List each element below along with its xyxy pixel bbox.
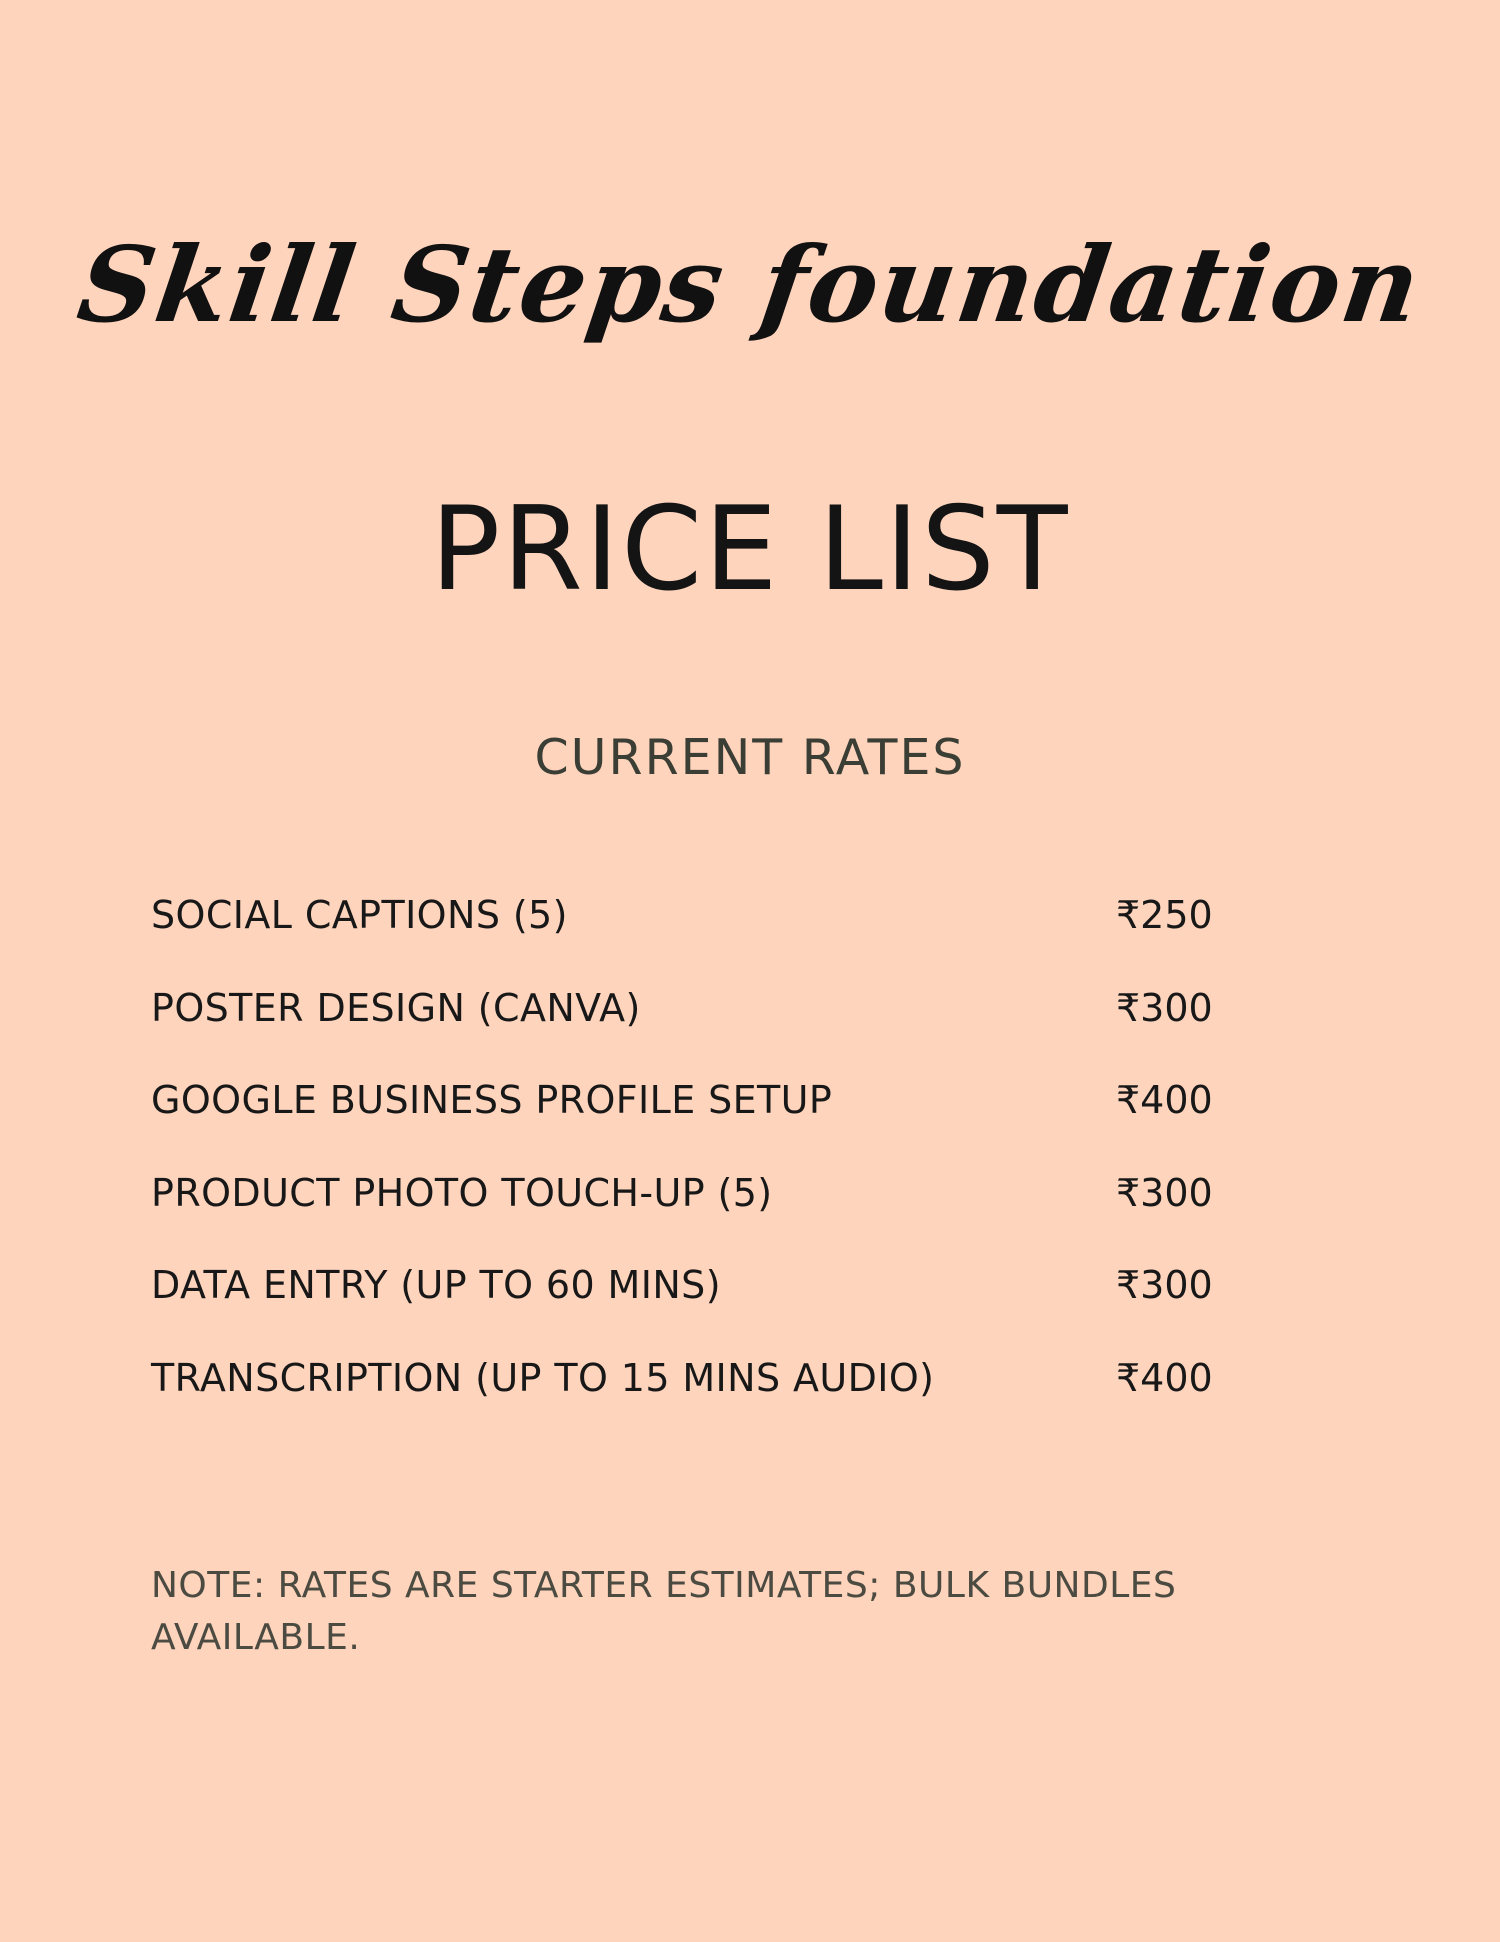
service-name: PRODUCT PHOTO TOUCH-UP (5) (151, 1170, 773, 1215)
service-price: ₹400 (1116, 1078, 1213, 1122)
price-row (151, 1074, 1251, 1167)
service-price: ₹300 (1116, 985, 1213, 1030)
service-price: ₹250 (1116, 893, 1213, 937)
service-price: ₹400 (1116, 1355, 1213, 1400)
price-row (151, 889, 1251, 982)
price-row (151, 982, 1251, 1075)
service-name: DATA ENTRY (UP TO 60 MINS) (151, 1263, 721, 1307)
section-subtitle: CURRENT RATES (534, 729, 966, 786)
page-title: PRICE LIST (430, 482, 1070, 617)
service-name: TRANSCRIPTION (UP TO 15 MINS AUDIO) (151, 1355, 935, 1400)
price-list (151, 889, 1251, 1444)
service-name: GOOGLE BUSINESS PROFILE SETUP (151, 1078, 833, 1122)
service-name: SOCIAL CAPTIONS (5) (151, 893, 568, 937)
service-price: ₹300 (1116, 1263, 1213, 1307)
price-row (151, 1259, 1251, 1352)
service-price: ₹300 (1116, 1170, 1213, 1215)
price-row (151, 1352, 1251, 1445)
pricing-note: NOTE: RATES ARE STARTER ESTIMATES; BULK BUNDLES AVAILABLE. (151, 1565, 1177, 1658)
brand-name: Skill Steps foundation (71, 223, 1430, 346)
service-name: POSTER DESIGN (CANVA) (151, 985, 641, 1030)
price-row (151, 1167, 1251, 1260)
